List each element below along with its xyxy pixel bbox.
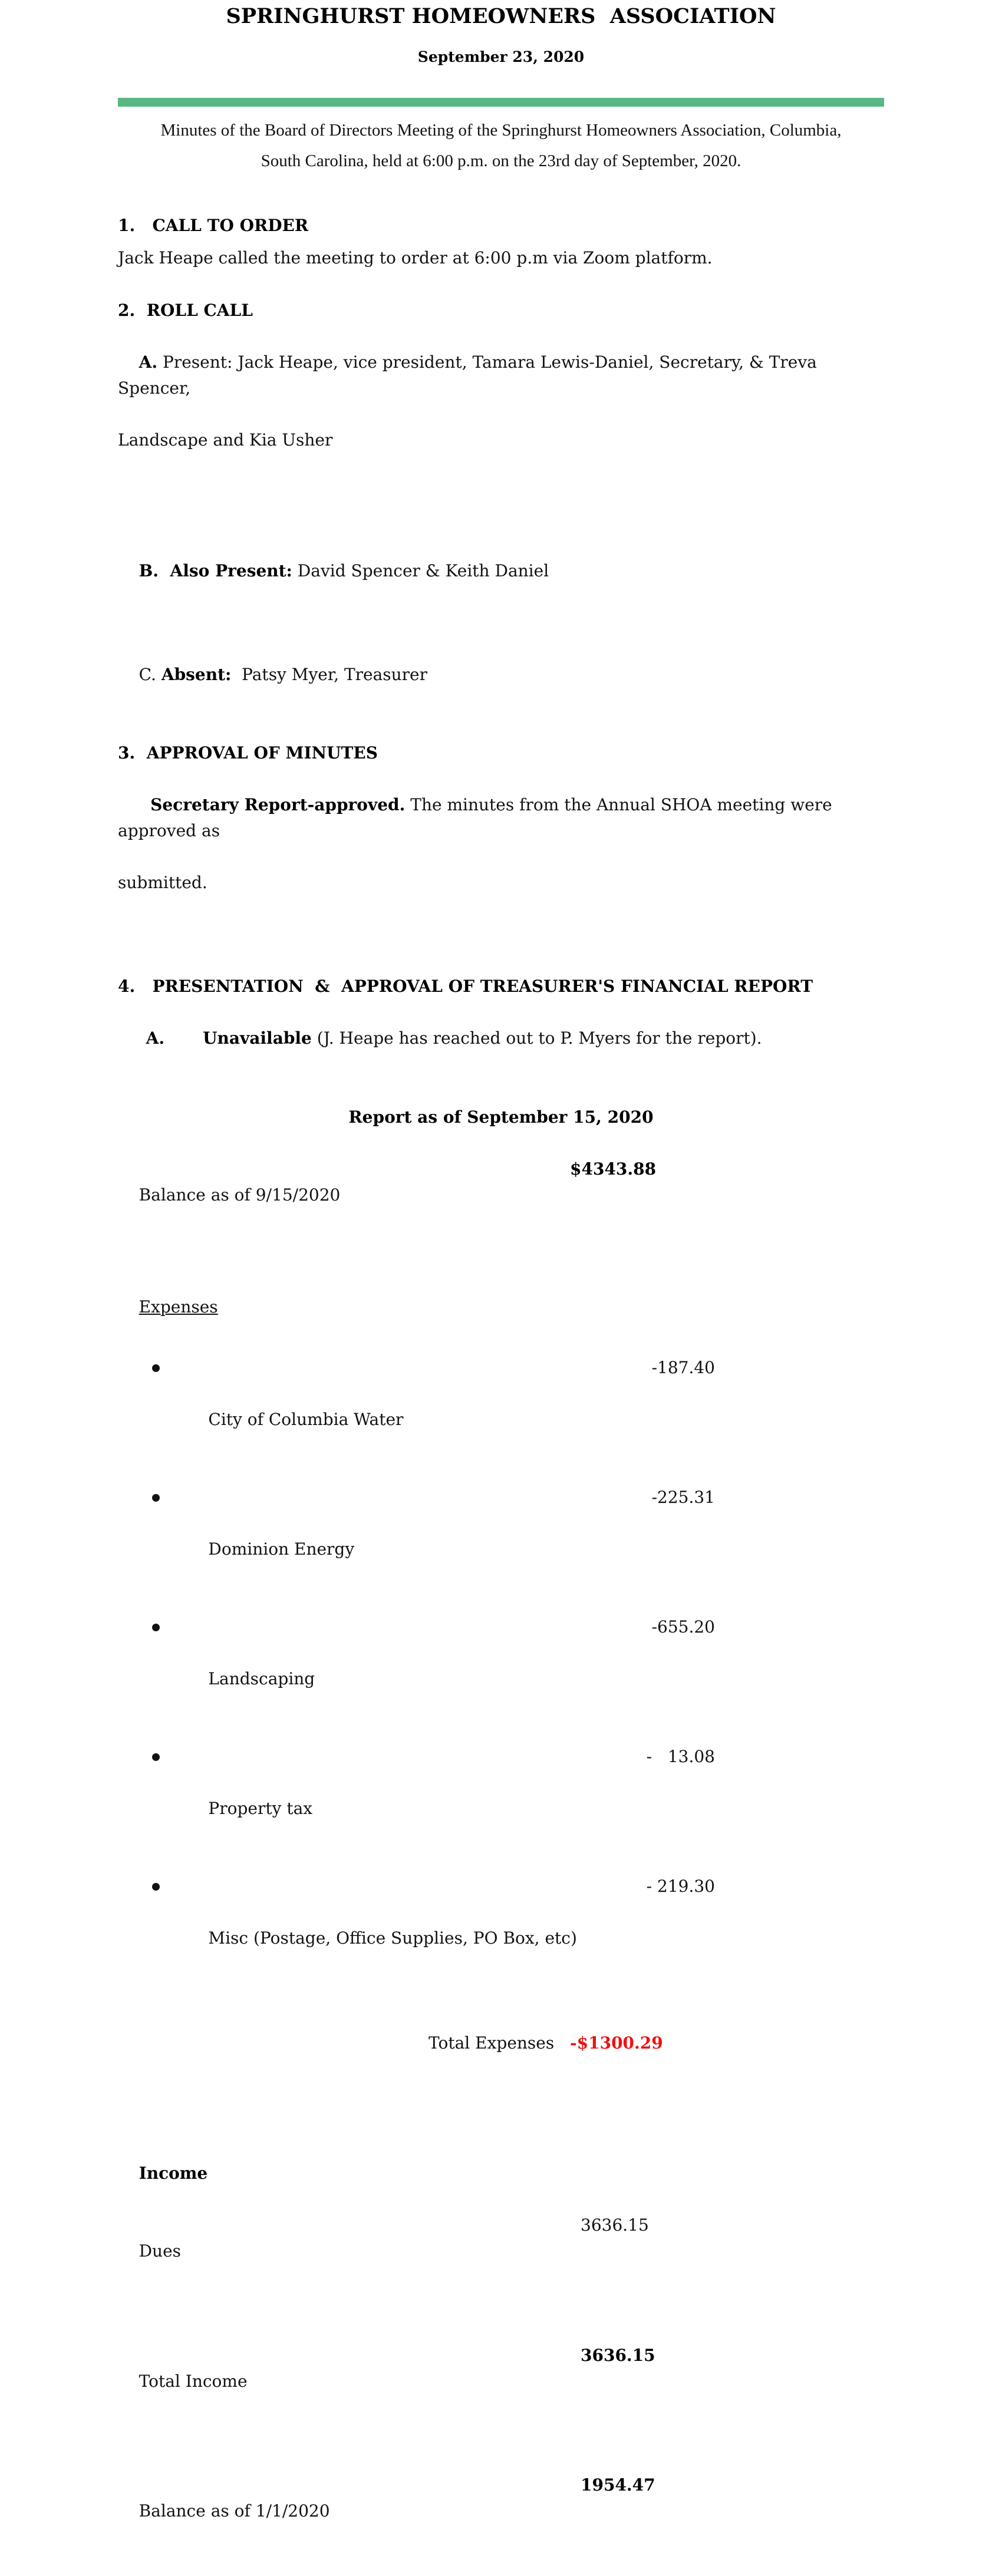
expense-row-energy (118, 1485, 884, 1614)
total-expenses-row (118, 2030, 884, 2134)
expense-amount: - 13.08 (646, 1747, 715, 1766)
expense-row-misc (118, 1874, 884, 2003)
expense-amount: - 219.30 (646, 1876, 715, 1896)
expense-amount: -187.40 (651, 1358, 715, 1377)
absent-text: Patsy Myer, Treasurer (231, 665, 428, 684)
heading-treasurer-report: 4. PRESENTATION & APPROVAL OF TREASURER'S FINANCIAL REPORT (118, 977, 813, 996)
heading-approval-of-minutes: 3. APPROVAL OF MINUTES (118, 743, 378, 763)
total-income-label: Total Income (139, 2371, 248, 2391)
approval-of-minutes-body (118, 766, 884, 948)
secretary-report-bold: Secretary Report-approved. (139, 795, 406, 814)
dues-row (118, 2212, 884, 2316)
total-expenses-label: Total Expenses (429, 2033, 555, 2053)
bullet-icon (152, 1753, 160, 1761)
expense-label: Misc (Postage, Office Supplies, PO Box, etc) (208, 1928, 577, 1948)
intro-line-2: South Carolina, held at 6:00 p.m. on the 23rd day of September, 2020. (261, 151, 741, 170)
balance-jan-row (118, 2472, 884, 2576)
roll-call-present (118, 324, 884, 505)
balance-sept-row (118, 1156, 884, 1260)
bullet-icon (152, 1624, 160, 1631)
expense-label: Property tax (208, 1799, 313, 1818)
unavailable-bold: Unavailable (203, 1028, 312, 1048)
expenses-heading-row (118, 1268, 884, 1346)
approval-line2: submitted. (118, 873, 207, 892)
expense-row-property-tax (118, 1744, 884, 1874)
treasurer-item-label: A. (146, 1028, 165, 1048)
dues-label: Dues (139, 2241, 182, 2261)
balance-jan-value: 1954.47 (581, 2475, 655, 2495)
expense-list (118, 1355, 884, 2003)
bullet-icon (152, 1494, 160, 1502)
document-date: September 23, 2020 (417, 48, 585, 65)
income-heading: Income (139, 2163, 208, 2183)
balance-jan-label: Balance as of 1/1/2020 (139, 2501, 330, 2521)
treasurer-report-item (118, 1000, 884, 1077)
also-present-label: B. Also Present: (139, 561, 292, 580)
absent-label: Absent: (161, 665, 232, 684)
report-title: Report as of September 15, 2020 (348, 1107, 654, 1127)
treasurer-item-text: (J. Heape has reached out to P. Myers for the report). (311, 1028, 762, 1048)
call-to-order-body: Jack Heape called the meeting to order at 6:00 p.m via Zoom platform. (118, 248, 713, 268)
bullet-icon (152, 1883, 160, 1891)
green-divider-bar (118, 98, 884, 107)
roll-call-absent (118, 636, 884, 714)
balance-sept-value: $4343.88 (570, 1159, 657, 1179)
total-income-value: 3636.15 (581, 2346, 655, 2365)
present-text-line1: Present: Jack Heape, vice president, Tamara Lewis-Daniel, Secretary, & Treva Spencer, (118, 352, 822, 398)
total-income-row (118, 2343, 884, 2446)
expense-amount: -225.31 (651, 1487, 715, 1507)
also-present-text: David Spencer & Keith Daniel (292, 561, 549, 580)
expense-amount: -655.20 (651, 1617, 715, 1637)
balance-sept-label: Balance as of 9/15/2020 (139, 1185, 341, 1205)
expenses-heading: Expenses (139, 1297, 218, 1317)
total-expenses-value: -$1300.29 (570, 2033, 663, 2053)
expense-label: City of Columbia Water (208, 1410, 404, 1429)
intro-line-1: Minutes of the Board of Directors Meeting of the Springhurst Homeowners Association, Columbia, (160, 121, 842, 140)
expense-row-water (118, 1355, 884, 1485)
dues-value: 3636.15 (581, 2215, 649, 2235)
expense-row-landscaping (118, 1614, 884, 1744)
roll-call-also-present (118, 532, 884, 610)
expense-label: Dominion Energy (208, 1539, 355, 1559)
intro-paragraph (118, 115, 884, 176)
document-title: SPRINGHURST HOMEOWNERS ASSOCIATION (226, 4, 776, 28)
present-text-line2: Landscape and Kia Usher (118, 430, 333, 450)
expense-label: Landscaping (208, 1669, 315, 1688)
bullet-icon (152, 1364, 160, 1372)
heading-roll-call: 2. ROLL CALL (118, 301, 253, 320)
approval-line1-rest: The minutes from the Annual SHOA meeting were approved as (118, 795, 838, 840)
income-heading-row (118, 2135, 884, 2212)
present-label: A. (139, 352, 158, 372)
heading-call-to-order: 1. CALL TO ORDER (118, 216, 309, 235)
absent-prefix: C. (139, 665, 161, 684)
